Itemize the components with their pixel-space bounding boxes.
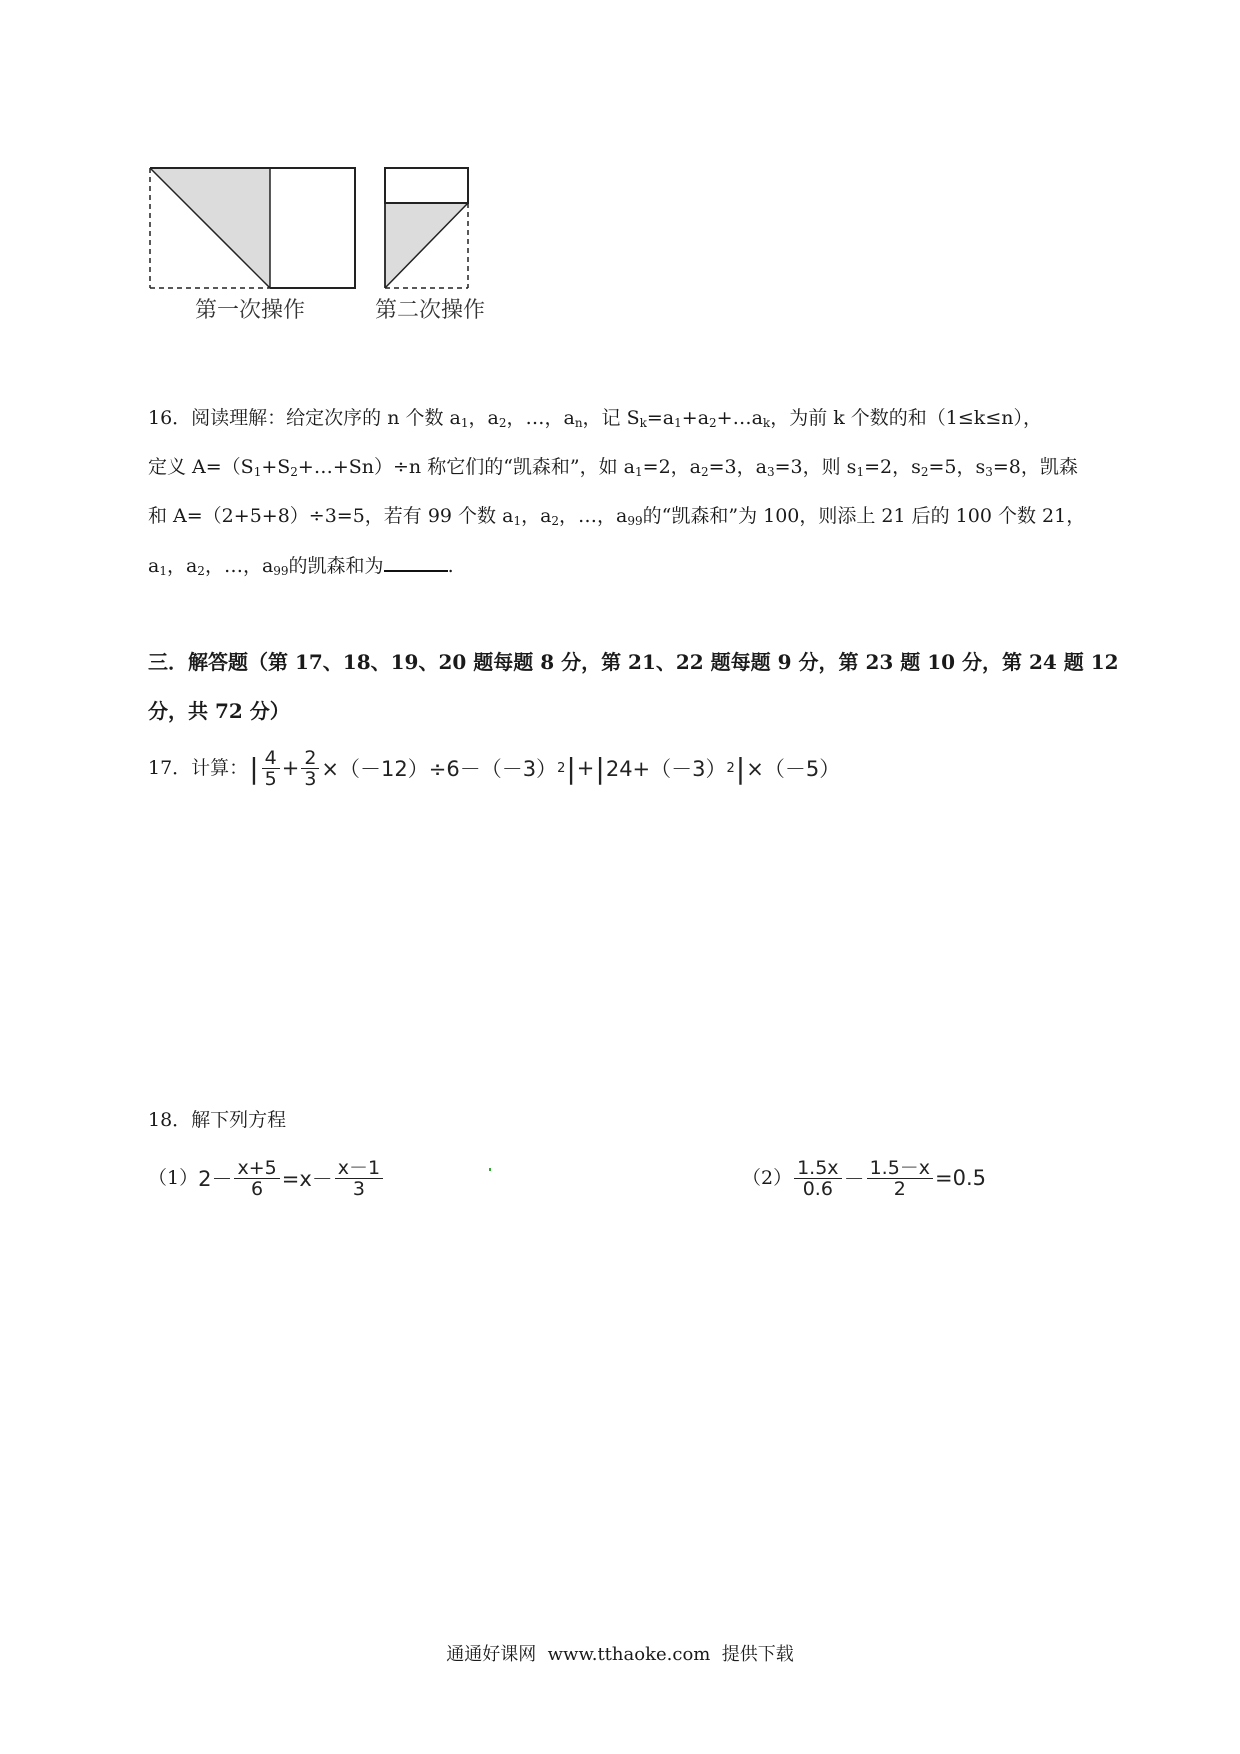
- q16-line-2: 定义 $A=(S_1+S_2+\dots+Sn)\div n$ 称它们的“凯森和”，如 $a_1=2$，$a_2=3$，$a_3=3$，则 $s_1=2$，$s_2=5$，$s_3=8$，凯森: [148, 456, 1078, 479]
- fraction-x-minus-1-over-3: $\frac{x-1}{3}$: [335, 1158, 383, 1199]
- q17-formula: | $\frac{4}{5}$ + $\frac{2}{3}$ ×（－12）÷6－（－3） 2 | + | 24+（－3） 2 | ×（－5）: [249, 746, 841, 790]
- abs-bar-close-1: |: [566, 751, 576, 785]
- fraction-x-plus-5-over-6: $\frac{x+5}{6}$: [234, 1158, 279, 1199]
- fraction-2-3: $\frac{2}{3}$: [301, 748, 319, 789]
- page-footer: 通通好课网 www.tthaoke.com 提供下载: [446, 1644, 794, 1665]
- caption-first-operation: 第一次操作: [195, 298, 306, 323]
- answer-blank[interactable]: [384, 553, 448, 572]
- q17-label: 17．计算：: [148, 757, 249, 779]
- abs-bar-open-1: |: [249, 751, 259, 785]
- q18-part-1: [148, 1150, 385, 1206]
- abs-bar-close-2: |: [735, 751, 746, 785]
- q16-line-4: $a_1$，$a_2$，…，$a_{99}$的凯森和为 .: [148, 555, 454, 578]
- second-operation-diagram: [385, 168, 468, 288]
- abs-bar-open-2: |: [595, 751, 605, 785]
- q18-label: 18．解下列方程: [148, 1109, 287, 1131]
- q16-line-3: 和 A=（2+5+8）÷3=5，若有 99 个数 $a_1$，$a_2$，…，$a_{99}$的“凯森和”为 100，则添上 21 后的 100 个数 21，: [148, 505, 1086, 528]
- fraction-1-5-minus-x-over-2: $\frac{1.5-x}{2}$: [867, 1158, 933, 1199]
- q18-part-1-label: （1）: [148, 1167, 199, 1189]
- q17-expression: [148, 740, 840, 796]
- stray-mark: [489, 1168, 491, 1171]
- q18-part-2: [742, 1150, 986, 1206]
- section-3-heading-line-1: 三．解答题（第 17、18、19、20 题每题 8 分，第 21、22 题每题 9 分，第 23 题 10 分，第 24 题 12: [148, 650, 1119, 674]
- fraction-1-5x-over-0-6: $\frac{1.5x}{0.6}$: [794, 1158, 841, 1199]
- caption-second-operation: 第二次操作: [375, 298, 486, 323]
- q18-equation-1: 2－ $\frac{x+5}{6}$ =x－ $\frac{x-1}{3}$: [198, 1158, 385, 1199]
- fraction-4-5: $\frac{4}{5}$: [262, 748, 280, 789]
- q16-line-1: 16．阅读理解：给定次序的 n 个数 $a_1$，$a_2$，…，$a_n$，记 $S_k=a_1+a_2+\dots a_k$，为前 k 个数的和（1≤k≤n），: [148, 407, 1042, 430]
- q18-part-2-label: （2）: [742, 1167, 793, 1189]
- section-3-heading-line-2: 分，共 72 分）: [148, 699, 290, 723]
- q18-equation-2: $\frac{1.5x}{0.6}$ － $\frac{1.5-x}{2}$ =0.5: [792, 1158, 986, 1199]
- first-operation-diagram: [150, 168, 355, 288]
